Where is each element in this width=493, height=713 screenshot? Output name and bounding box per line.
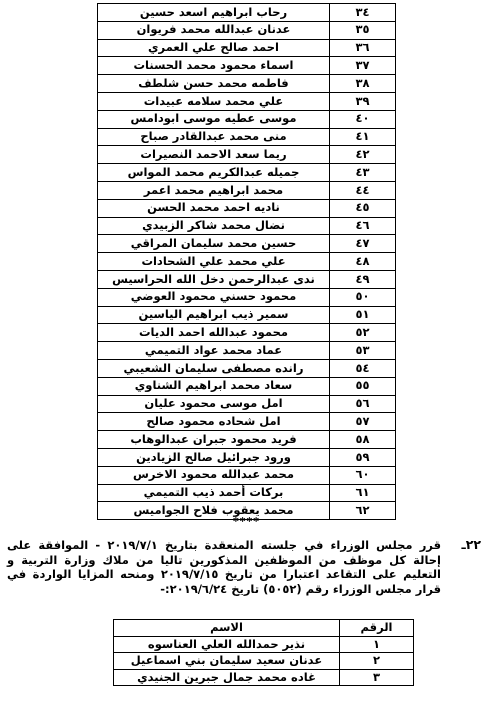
employee-name: ريما سعد الاحمد النصيرات xyxy=(98,146,330,164)
table-row xyxy=(98,413,396,431)
table-row xyxy=(98,92,396,110)
table-header-row xyxy=(114,620,414,637)
item-number: ٢٢ـ xyxy=(461,537,481,552)
row-number: ٣٤ xyxy=(330,4,396,22)
employee-name: ندى عبدالرحمن دخل الله الحراسيس xyxy=(98,270,330,288)
employee-name: موسى عطيه موسى ابودامس xyxy=(98,110,330,128)
header-name: الاسم xyxy=(114,620,340,637)
employee-name: فاطمه محمد حسن شلطف xyxy=(98,75,330,93)
table-row xyxy=(98,181,396,199)
row-number: ٣ xyxy=(340,669,414,686)
employee-name: رانده مصطفى سليمان الشعيبي xyxy=(98,359,330,377)
row-number: ٥٨ xyxy=(330,431,396,449)
table-row xyxy=(98,359,396,377)
row-number: ٤٧ xyxy=(330,235,396,253)
decision-item-22 xyxy=(7,538,481,596)
table-row xyxy=(98,484,396,502)
row-number: ٣٧ xyxy=(330,57,396,75)
row-number: ٥٤ xyxy=(330,359,396,377)
decision-text: قرر مجلس الوزراء في جلسته المنعقدة بتاريخ ٢٠١٩/٧/١ - الموافقة على إحالة كل موظف من الموظفين المذكورين تاليا من ملاك وزارة التربية و التعليم على التقاعد اعتبارا من تاريخ ٢٠١٩/٧/١٥ ومنحه المزايا الواردة في قرار مجلس الوزراء رقم (٥٠٥٢) تاريخ ٢٠١٩/٦/٢٤:- xyxy=(7,538,441,596)
row-number: ٤٢ xyxy=(330,146,396,164)
row-number: ٦١ xyxy=(330,484,396,502)
retirees-table-continued xyxy=(97,3,396,520)
table-row xyxy=(98,324,396,342)
table-row xyxy=(98,199,396,217)
row-number: ١ xyxy=(340,636,414,653)
employee-name: علي محمد سلامه عبيدات xyxy=(98,92,330,110)
employee-name: رحاب ابراهيم اسعد حسين xyxy=(98,4,330,22)
employee-name: غاده محمد جمال جبرين الجنيدي xyxy=(114,669,340,686)
employee-name: عدنان عبدالله محمد فريوان xyxy=(98,21,330,39)
row-number: ٦٢ xyxy=(330,502,396,520)
employee-name: محمد عبدالله محمود الاخرس xyxy=(98,466,330,484)
row-number: ٢ xyxy=(340,653,414,670)
table-row xyxy=(98,466,396,484)
employee-name: نضال محمد شاكر الزبيدي xyxy=(98,217,330,235)
row-number: ٥٧ xyxy=(330,413,396,431)
table-row xyxy=(98,146,396,164)
row-number: ٣٨ xyxy=(330,75,396,93)
row-number: ٤٩ xyxy=(330,270,396,288)
row-number: ٣٦ xyxy=(330,39,396,57)
row-number: ٦٠ xyxy=(330,466,396,484)
employee-name: حسين محمد سليمان المراقي xyxy=(98,235,330,253)
table-row xyxy=(98,21,396,39)
table-row xyxy=(98,4,396,22)
employee-name: جميله عبدالكريم محمد المواس xyxy=(98,164,330,182)
employee-name: ناديه احمد محمد الحسن xyxy=(98,199,330,217)
row-number: ٥٣ xyxy=(330,342,396,360)
row-number: ٣٩ xyxy=(330,92,396,110)
employee-name: بركات أحمد ذيب التميمي xyxy=(98,484,330,502)
table-row xyxy=(98,377,396,395)
row-number: ٥١ xyxy=(330,306,396,324)
row-number: ٤٣ xyxy=(330,164,396,182)
row-number: ٥٩ xyxy=(330,448,396,466)
employee-name: سعاد محمد ابراهيم الشناوي xyxy=(98,377,330,395)
employee-name: عدنان سعيد سليمان بني اسماعيل xyxy=(114,653,340,670)
employee-name: ورود جبرائيل صالح الزيادين xyxy=(98,448,330,466)
table-row xyxy=(98,75,396,93)
row-number: ٥٦ xyxy=(330,395,396,413)
row-number: ٤٠ xyxy=(330,110,396,128)
table-row xyxy=(98,270,396,288)
employee-name: محمود حسني محمود العوضي xyxy=(98,288,330,306)
table-row xyxy=(98,431,396,449)
table-row xyxy=(114,653,414,670)
employee-name: نذير حمدالله العلي العناسوه xyxy=(114,636,340,653)
table-row xyxy=(98,235,396,253)
table-row xyxy=(114,669,414,686)
table-row xyxy=(98,110,396,128)
table-row xyxy=(98,57,396,75)
employee-name: محمود عبدالله احمد الديات xyxy=(98,324,330,342)
separator-stars: **** xyxy=(232,515,260,528)
employee-name: سمير ذيب ابراهيم الياسين xyxy=(98,306,330,324)
row-number: ٥٥ xyxy=(330,377,396,395)
row-number: ٤٨ xyxy=(330,253,396,271)
row-number: ٥٠ xyxy=(330,288,396,306)
table-row xyxy=(98,306,396,324)
row-number: ٥٢ xyxy=(330,324,396,342)
employee-name: امل موسى محمود عليان xyxy=(98,395,330,413)
table-row xyxy=(98,395,396,413)
table-row xyxy=(98,253,396,271)
table-row xyxy=(98,128,396,146)
employee-name: عماد محمد عواد التميمي xyxy=(98,342,330,360)
header-number: الرقم xyxy=(340,620,414,637)
employee-name: محمد ابراهيم محمد اعمر xyxy=(98,181,330,199)
table-row xyxy=(98,39,396,57)
row-number: ٤١ xyxy=(330,128,396,146)
table-row xyxy=(98,342,396,360)
row-number: ٤٤ xyxy=(330,181,396,199)
row-number: ٣٥ xyxy=(330,21,396,39)
table-row xyxy=(98,164,396,182)
table-row xyxy=(114,636,414,653)
employee-name: محمد يعقوب فلاح الجواميس xyxy=(98,502,330,520)
employee-name: فريد محمود جبران عبدالوهاب xyxy=(98,431,330,449)
table-row xyxy=(98,448,396,466)
table-row xyxy=(98,288,396,306)
retirees-table-item-22 xyxy=(113,619,414,686)
row-number: ٤٦ xyxy=(330,217,396,235)
employee-name: منى محمد عبدالقادر صباح xyxy=(98,128,330,146)
row-number: ٤٥ xyxy=(330,199,396,217)
table-row xyxy=(98,217,396,235)
employee-name: امل شحاده محمود صالح xyxy=(98,413,330,431)
employee-name: علي محمد علي الشحادات xyxy=(98,253,330,271)
employee-name: احمد صالح علي العمري xyxy=(98,39,330,57)
employee-name: اسماء محمود محمد الحسنات xyxy=(98,57,330,75)
